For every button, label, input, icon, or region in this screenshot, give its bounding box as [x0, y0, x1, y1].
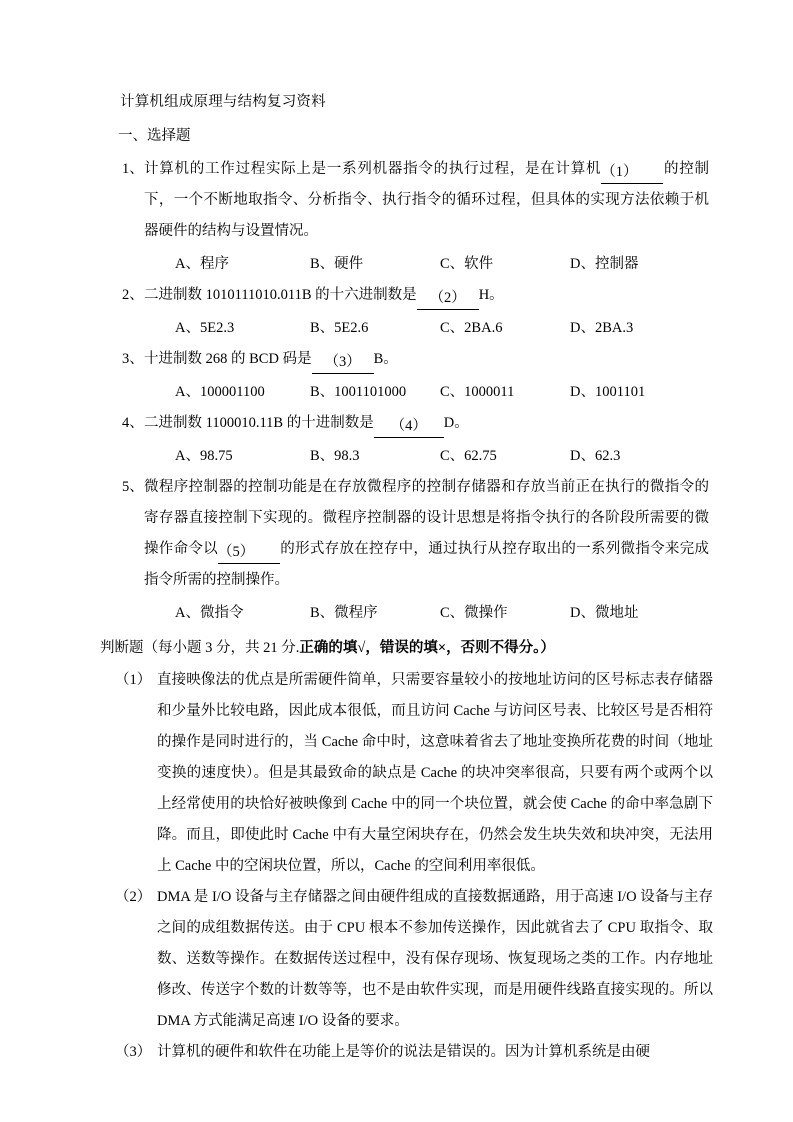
- option-label: 程序: [199, 256, 229, 272]
- tf-item-label: （3）: [115, 1044, 152, 1060]
- option-key: C、: [440, 320, 465, 336]
- option-3-c[interactable]: [440, 377, 514, 408]
- option-key: A、: [175, 256, 200, 272]
- option-key: C、: [440, 448, 465, 464]
- answer-blank-1[interactable]: （1）: [601, 161, 663, 184]
- question-text: [122, 154, 709, 247]
- option-key: C、: [440, 605, 465, 621]
- option-3-a[interactable]: [175, 377, 265, 408]
- question-text-after-blank: H。: [478, 287, 504, 303]
- option-5-a[interactable]: [175, 598, 243, 629]
- option-key: A、: [175, 384, 200, 400]
- option-2-c[interactable]: [440, 313, 502, 344]
- option-2-a[interactable]: [175, 313, 234, 344]
- true-false-item-2: [0, 882, 793, 1037]
- option-5-d[interactable]: [570, 598, 638, 629]
- question-text-after-blank: B。: [373, 351, 398, 367]
- option-1-c[interactable]: [440, 249, 493, 280]
- option-label: 微指令: [199, 605, 244, 621]
- option-key: B、: [310, 384, 335, 400]
- tf-item-label: （1）: [115, 672, 152, 688]
- question-number: 1、: [122, 161, 144, 177]
- question-number: 2、: [122, 287, 144, 303]
- question-text-before-blank: 二进制数 1100010.11B 的十进制数是: [144, 415, 374, 431]
- answer-blank-2[interactable]: （2）: [417, 287, 479, 310]
- option-1-a[interactable]: [175, 249, 229, 280]
- question-number: 4、: [122, 415, 144, 431]
- options-row-1: [0, 249, 793, 280]
- option-label: 5E2.6: [334, 320, 369, 336]
- option-key: C、: [440, 384, 465, 400]
- question-text: [122, 280, 709, 311]
- option-label: 软件: [464, 256, 494, 272]
- option-label: 硬件: [334, 256, 364, 272]
- question-text-after-blank: 的控制下，一个不断地取指令、分析指令、执行指令的循环过程，但具体的实现方法依赖于机器硬件的结构与设置情况。: [144, 161, 710, 239]
- options-row-3: [0, 377, 793, 408]
- tf-heading-bold: 正确的填√，错误的填×，否则不得分。）: [299, 640, 555, 656]
- question-text-after-blank: 的形式存放在控存中，通过执行从控存取出的一系列微指令来完成指令所需的控制操作。: [144, 541, 710, 588]
- option-4-a[interactable]: [175, 441, 233, 472]
- tf-item-text: 直接映像法的优点是所需硬件简单，只需要容量较小的按地址访问的区号标志表存储器和少量外比较电路，因此成本很低，而且访问 Cache 与访问区号表、比较区号是否相符的操作是同时进行的，当 Cache 命中时，这意味着省去了地址变换所花费的时间（地址变换的速度快）。但是其最致命的缺点是 Cache 的块冲突率很高，只要有两个或两个以上经常使用的块恰好被映像到 Cache 中的同一个块位置，就会使 Cache 的命中率急剧下降。而且，即使此时 Cache 中有大量空闲块存在，仍然会发生块失效和块冲突，无法用上 Cache 中的空闲块位置，所以，Cache 的空间利用率很低。: [157, 672, 713, 874]
- option-2-d[interactable]: [570, 313, 633, 344]
- section-heading-true-false: [100, 633, 793, 663]
- option-label: 62.3: [594, 448, 621, 464]
- option-5-b[interactable]: [310, 598, 378, 629]
- option-3-b[interactable]: [310, 377, 406, 408]
- tf-item-text: DMA 是 I/O 设备与主存储器之间由硬件组成的直接数据通路，用于高速 I/O 设备与主存之间的成组数据传送。由于 CPU 根本不参加传送操作，因此就省去了 CPU 取指令、取数、送数等操作。在数据传送过程中，没有保存现场、恢复现场之类的工作。内存地址修改、传送字个数的计数等等，也不是由软件实现，而是用硬件线路直接实现的。所以 DMA 方式能满足高速 I/O 设备的要求。: [157, 889, 713, 1029]
- option-key: B、: [310, 320, 335, 336]
- options-row-2: [0, 313, 793, 344]
- option-key: A、: [175, 448, 200, 464]
- true-false-item-1: [0, 665, 793, 882]
- option-label: 100001100: [199, 384, 265, 400]
- question-text: [122, 408, 709, 439]
- tf-item-body: [115, 882, 713, 1037]
- question-text-after-blank: D。: [443, 415, 469, 431]
- choice-question-1: [0, 154, 793, 247]
- option-1-d[interactable]: [570, 249, 638, 280]
- section-heading-choice: 一、选择题: [118, 128, 191, 144]
- tf-item-text: 计算机的硬件和软件在功能上是等价的说法是错误的。因为计算机系统是由硬: [157, 1044, 650, 1060]
- question-number: 5、: [122, 479, 144, 495]
- option-key: D、: [570, 384, 595, 400]
- question-number: 3、: [122, 351, 144, 367]
- answer-blank-4[interactable]: （4）: [374, 415, 444, 438]
- option-1-b[interactable]: [310, 249, 363, 280]
- option-5-c[interactable]: [440, 598, 508, 629]
- option-key: D、: [570, 605, 595, 621]
- option-label: 微操作: [464, 605, 508, 621]
- option-label: 5E2.3: [199, 320, 235, 336]
- question-text-before-blank: 十进制数 268 的 BCD 码是: [144, 351, 312, 367]
- option-4-c[interactable]: [440, 441, 497, 472]
- option-2-b[interactable]: [310, 313, 368, 344]
- tf-item-label: （2）: [115, 889, 152, 905]
- options-row-5: [0, 598, 793, 629]
- option-3-d[interactable]: [570, 377, 645, 408]
- option-4-b[interactable]: [310, 441, 360, 472]
- document-body: [0, 88, 793, 1068]
- option-label: 1000011: [464, 384, 515, 400]
- choice-question-4: [0, 408, 793, 439]
- choice-question-3: [0, 344, 793, 375]
- option-4-d[interactable]: [570, 441, 620, 472]
- question-text-before-blank: 二进制数 1010111010.011B 的十六进制数是: [144, 287, 417, 303]
- option-label: 微地址: [594, 605, 639, 621]
- option-key: B、: [310, 448, 335, 464]
- true-false-item-3: [0, 1037, 793, 1068]
- page-title: 计算机组成原理与结构复习资料: [120, 94, 326, 110]
- question-text-before-blank: 微程序控制器的控制功能是在存放微程序的控制存储器和存放当前正在执行的微指令的寄存器直接控制下实现的。微程序控制器的设计思想是将指令执行的各阶段所需要的微操作命令以: [144, 479, 709, 557]
- tf-item-body: [115, 1037, 713, 1068]
- question-text: [122, 344, 709, 375]
- option-label: 98.75: [199, 448, 233, 464]
- option-label: 98.3: [334, 448, 360, 464]
- option-key: A、: [175, 605, 200, 621]
- answer-blank-5[interactable]: （5）: [218, 541, 280, 564]
- option-label: 控制器: [594, 256, 639, 272]
- option-label: 微程序: [334, 605, 378, 621]
- option-label: 2BA.6: [464, 320, 503, 336]
- option-key: B、: [310, 256, 335, 272]
- option-key: C、: [440, 256, 465, 272]
- option-key: D、: [570, 320, 595, 336]
- tf-heading-normal: 判断题（每小题 3 分，共 21 分.: [100, 640, 300, 656]
- choice-question-2: [0, 280, 793, 311]
- option-label: 1001101: [594, 384, 646, 400]
- tf-item-body: [115, 665, 713, 882]
- options-row-4: [0, 441, 793, 472]
- option-key: D、: [570, 256, 595, 272]
- answer-blank-3[interactable]: （3）: [312, 351, 374, 374]
- choice-question-5: [0, 472, 793, 596]
- option-label: 62.75: [464, 448, 497, 464]
- option-label: 2BA.3: [594, 320, 634, 336]
- question-text-before-blank: 计算机的工作过程实际上是一系列机器指令的执行过程，是在计算机: [144, 161, 602, 177]
- option-key: D、: [570, 448, 595, 464]
- option-key: B、: [310, 605, 335, 621]
- question-text: [122, 472, 709, 596]
- option-label: 1001101000: [334, 384, 407, 400]
- option-key: A、: [175, 320, 200, 336]
